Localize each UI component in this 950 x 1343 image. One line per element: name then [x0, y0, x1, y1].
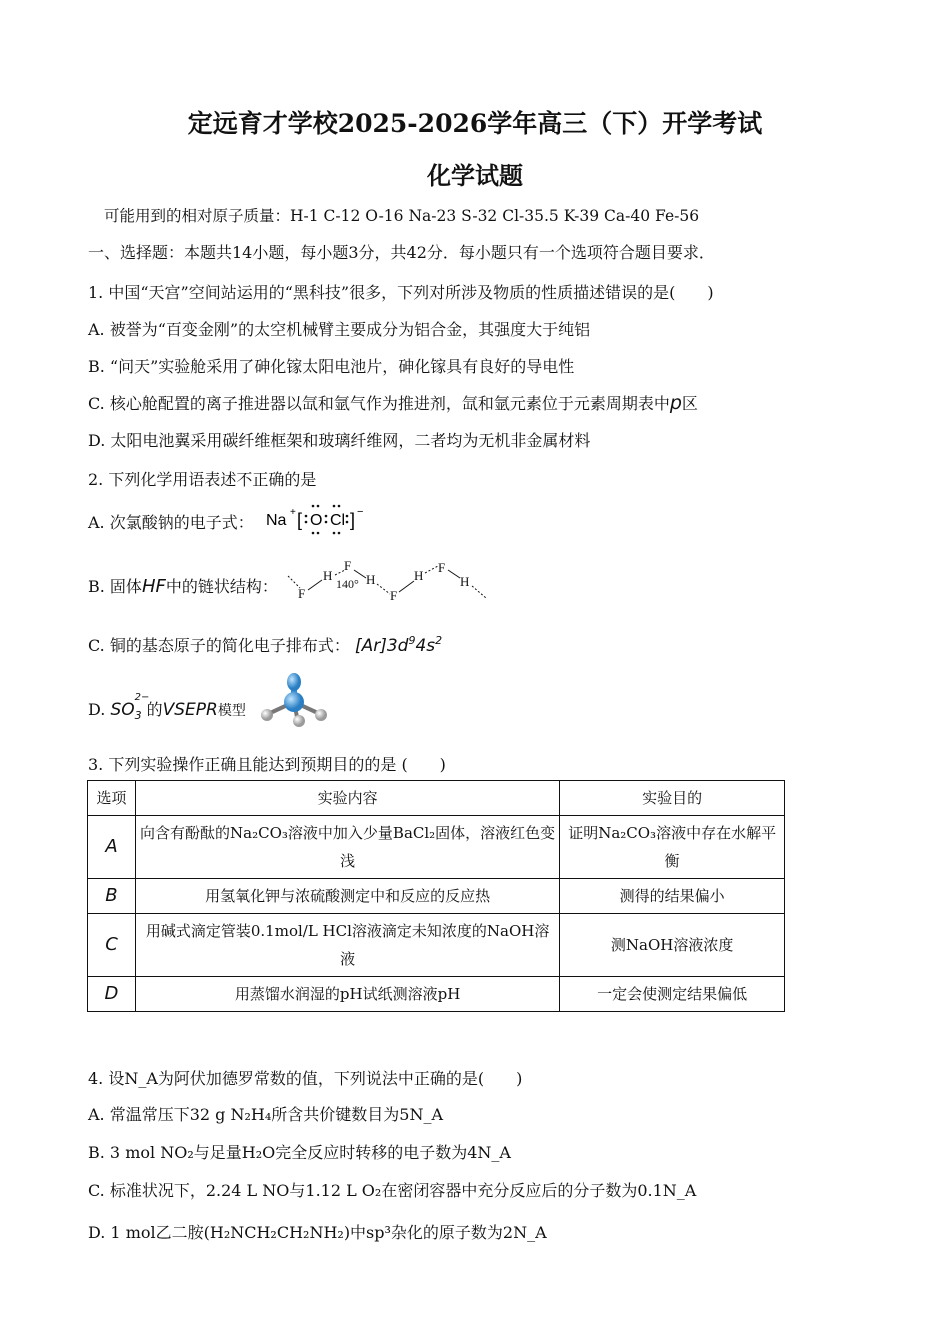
f-atom-4: F — [438, 560, 446, 575]
h-atom-2: H — [366, 572, 376, 587]
q1-option-a: A. 被誉为“百变金刚”的太空机械臂主要成分为铝合金，其强度大于纯铝 — [88, 320, 591, 339]
q2-d-model: 模型 — [217, 703, 246, 719]
sulfite-formula — [110, 692, 150, 722]
exam-subtitle: 化学试题 — [427, 161, 523, 190]
cl-symbol: Cl — [330, 512, 346, 529]
table-row — [88, 879, 785, 914]
header-content: 实验内容 — [135, 781, 559, 816]
row-content: 向含有酚酞的Na₂CO₃溶液中加入少量BaCl₂固体，溶液红色变浅 — [135, 816, 559, 879]
q2-d-label: D. — [88, 700, 111, 719]
q4-option-a: A. 常温常压下32 g N₂H₄所含共价键数目为5N_A — [88, 1105, 444, 1124]
q4-stem: 4. 设N_A为阿伏加德罗常数的值，下列说法中正确的是( ) — [88, 1069, 523, 1088]
q2-a-label: A. 次氯酸钠的电子式： — [88, 513, 254, 532]
config-sup-9: 9 — [408, 634, 416, 647]
q1-stem: 1. 中国“天宫”空间站运用的“黑科技”很多，下列对所涉及物质的性质描述错误的是( ) — [88, 283, 714, 302]
vsepr-term: VSEPR — [162, 700, 218, 720]
bond-angle-label: 140° — [336, 577, 359, 591]
row-purpose: 证明Na₂CO₃溶液中存在水解平衡 — [560, 816, 785, 879]
exam-title: 定远育才学校2025-2026学年高三（下）开学考试 — [187, 109, 763, 138]
right-bracket: ] — [350, 510, 356, 530]
q2-option-d — [88, 692, 246, 722]
h-atom-1: H — [323, 568, 333, 583]
table-row — [88, 914, 785, 977]
row-purpose: 一定会使测定结果偏低 — [560, 977, 785, 1012]
q3-table — [87, 780, 785, 1012]
section-heading: 一、选择题：本题共14小题，每小题3分，共42分．每小题只有一个选项符合题目要求． — [88, 243, 715, 262]
row-option: D — [88, 977, 136, 1012]
sulfite-charge: 2− — [134, 692, 150, 703]
cu-electron-config — [355, 636, 442, 656]
q1-c-text: C. 核心舱配置的离子推进器以氙和氩气作为推进剂，氙和氩元素位于元素周期表中 — [88, 394, 670, 413]
q2-c-label: C. 铜的基态原子的简化电子排布式： — [88, 636, 350, 655]
q1-option-b: B. “问天”实验舱采用了砷化镓太阳电池片，砷化镓具有良好的导电性 — [88, 357, 575, 376]
vsepr-ball-stick-model — [258, 672, 330, 728]
q4-option-d: D. 1 mol乙二胺(H₂NCH₂CH₂NH₂)中sp³杂化的原子数为2N_A — [88, 1223, 547, 1242]
row-option: C — [88, 914, 136, 977]
q2-option-b — [88, 574, 278, 597]
sulfite-sub-3: 3 — [134, 709, 142, 722]
row-content: 用碱式滴定管装0.1mol/L HCl溶液滴定未知浓度的NaOH溶液 — [135, 914, 559, 977]
q2-b-label-pre: B. 固体 — [88, 577, 142, 596]
header-purpose: 实验目的 — [560, 781, 785, 816]
q4-option-b: B. 3 mol NO₂与足量H₂O完全反应时转移的电子数为4N_A — [88, 1143, 511, 1162]
q1-option-d: D. 太阳电池翼采用碳纤维框架和玻璃纤维网，二者均为无机非金属材料 — [88, 431, 591, 450]
table-row — [88, 977, 785, 1012]
q2-b-hf: HF — [141, 576, 166, 597]
q1-c-p: p — [669, 392, 682, 414]
q2-option-c — [88, 633, 442, 656]
h-atom-3: H — [414, 568, 424, 583]
table-header-row — [88, 781, 785, 816]
q2-d-de: 的 — [146, 700, 163, 719]
q3-stem: 3. 下列实验操作正确且能达到预期目的的是 ( ) — [88, 755, 446, 774]
h-atom-4: H — [460, 574, 470, 589]
row-purpose: 测NaOH溶液浓度 — [560, 914, 785, 977]
row-purpose: 测得的结果偏小 — [560, 879, 785, 914]
plus-charge: + — [290, 507, 296, 518]
q4-option-c: C. 标准状况下，2.24 L NO与1.12 L O₂在密闭容器中充分反应后的分子数为0.1N_A — [88, 1181, 697, 1200]
hf-chain-structure — [284, 558, 494, 603]
header-option: 选项 — [88, 781, 136, 816]
f-atom-3: F — [390, 588, 398, 603]
table-row — [88, 816, 785, 879]
so-symbol: SO — [110, 700, 135, 720]
q2-stem: 2. 下列化学用语表述不正确的是 — [88, 470, 317, 489]
row-content: 用蒸馏水润湿的pH试纸测溶液pH — [135, 977, 559, 1012]
config-part-1: [Ar]3d — [354, 636, 409, 656]
row-option: A — [88, 816, 136, 879]
config-sup-2: 2 — [435, 634, 443, 647]
minus-charge: − — [357, 506, 364, 518]
q1-option-c — [88, 391, 698, 414]
na-symbol: Na — [266, 512, 287, 529]
row-content: 用氢氧化钾与浓硫酸测定中和反应的反应热 — [135, 879, 559, 914]
q2-b-label-post: 中的链状结构： — [165, 577, 278, 596]
atomic-mass-line: 可能用到的相对原子质量：H-1 C-12 O-16 Na-23 S-32 Cl-35.5 K-39 Ca-40 Fe-56 — [104, 207, 700, 225]
q2-option-a — [88, 510, 254, 533]
f-atom-2: F — [344, 558, 352, 573]
q1-c-tail: 区 — [681, 394, 698, 413]
left-bracket: [ — [297, 510, 303, 530]
f-atom-1: F — [298, 586, 306, 601]
config-part-2: 4s — [415, 636, 436, 656]
o-symbol: O — [310, 512, 323, 529]
sodium-hypochlorite-electron-formula — [264, 500, 374, 540]
row-option: B — [88, 879, 136, 914]
